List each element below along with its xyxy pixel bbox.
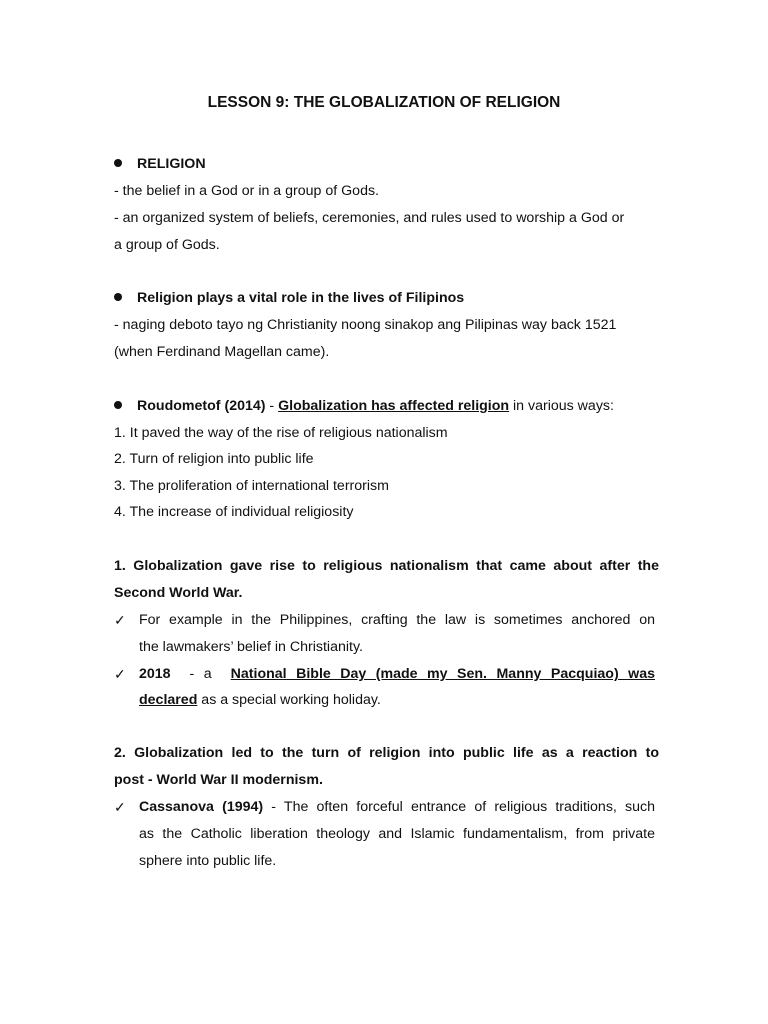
point1-heading-line2: Second World War. (114, 585, 243, 601)
lesson-title: LESSON 9: THE GLOBALIZATION OF RELIGION (207, 94, 561, 111)
checkmark-icon: ✓ (114, 799, 126, 815)
roudometof-rest: in various ways: (509, 398, 614, 414)
bullet-heading-roudometof (114, 396, 659, 416)
filipinos-text-2: (when Ferdinand Magellan came). (114, 344, 330, 360)
religion-definition-2: - an organized system of beliefs, ceremonies, and rules used to worship a God or (114, 210, 625, 226)
roudometof-item-3: 3. The proliferation of international terrorism (114, 478, 389, 494)
point2-check1-author: Cassanova (1994) (139, 799, 264, 815)
point1-check1-line2: the lawmakers’ belief in Christianity. (139, 639, 363, 655)
roudometof-author: Roudometof (2014) (137, 398, 266, 414)
bullet-dot-icon (114, 401, 122, 409)
roudometof-emphasis: Globalization has affected religion (278, 398, 510, 414)
bullet-dot-icon (114, 159, 122, 167)
point2-heading-line1: 2. Globalization led to the turn of religion into public life as a reaction to (114, 745, 659, 761)
point1-check2-rest: as a special working holiday. (197, 692, 381, 708)
roudometof-item-4: 4. The increase of individual religiosity (114, 504, 354, 520)
point2-heading-line2: post - World War II modernism. (114, 772, 323, 788)
point1-check2-declared: declared (139, 692, 198, 708)
point2-check1-line1 (139, 797, 655, 817)
filipinos-text-1: - naging deboto tayo ng Christianity noong sinakop ang Pilipinas way back 1521 (114, 317, 617, 333)
point1-check2-line2 (139, 690, 655, 710)
point1-heading-line1: 1. Globalization gave rise to religious nationalism that came about after the (114, 558, 659, 574)
point2-check1-line3: sphere into public life. (139, 853, 277, 869)
religion-definition-3: a group of Gods. (114, 237, 220, 253)
point1-check2-sep: - a (180, 666, 222, 682)
point2-check1-rest: - The often forceful entrance of religious traditions, such (263, 799, 655, 815)
religion-definition-1: - the belief in a God or in a group of Gods. (114, 183, 379, 199)
religion-heading-text: RELIGION (137, 156, 206, 172)
point1-check2-year: 2018 (139, 666, 171, 682)
point2-check1-line2: as the Catholic liberation theology and Islamic fundamentalism, from private (139, 826, 655, 842)
filipinos-heading-text: Religion plays a vital role in the lives of Filipinos (137, 290, 465, 306)
roudometof-separator: - (265, 398, 279, 414)
roudometof-item-1: 1. It paved the way of the rise of religious nationalism (114, 425, 448, 441)
checkmark-icon: ✓ (114, 612, 126, 628)
checkmark-icon: ✓ (114, 666, 126, 682)
bullet-heading-filipinos (114, 288, 659, 308)
point1-check2-line1 (139, 664, 655, 684)
bullet-heading-religion (114, 154, 659, 174)
point1-check1-line1: For example in the Philippines, crafting the law is sometimes anchored on (139, 612, 655, 628)
point1-check2-emphasis: National Bible Day (made my Sen. Manny Pacquiao) was (230, 666, 656, 682)
bullet-dot-icon (114, 293, 122, 301)
roudometof-item-2: 2. Turn of religion into public life (114, 451, 314, 467)
